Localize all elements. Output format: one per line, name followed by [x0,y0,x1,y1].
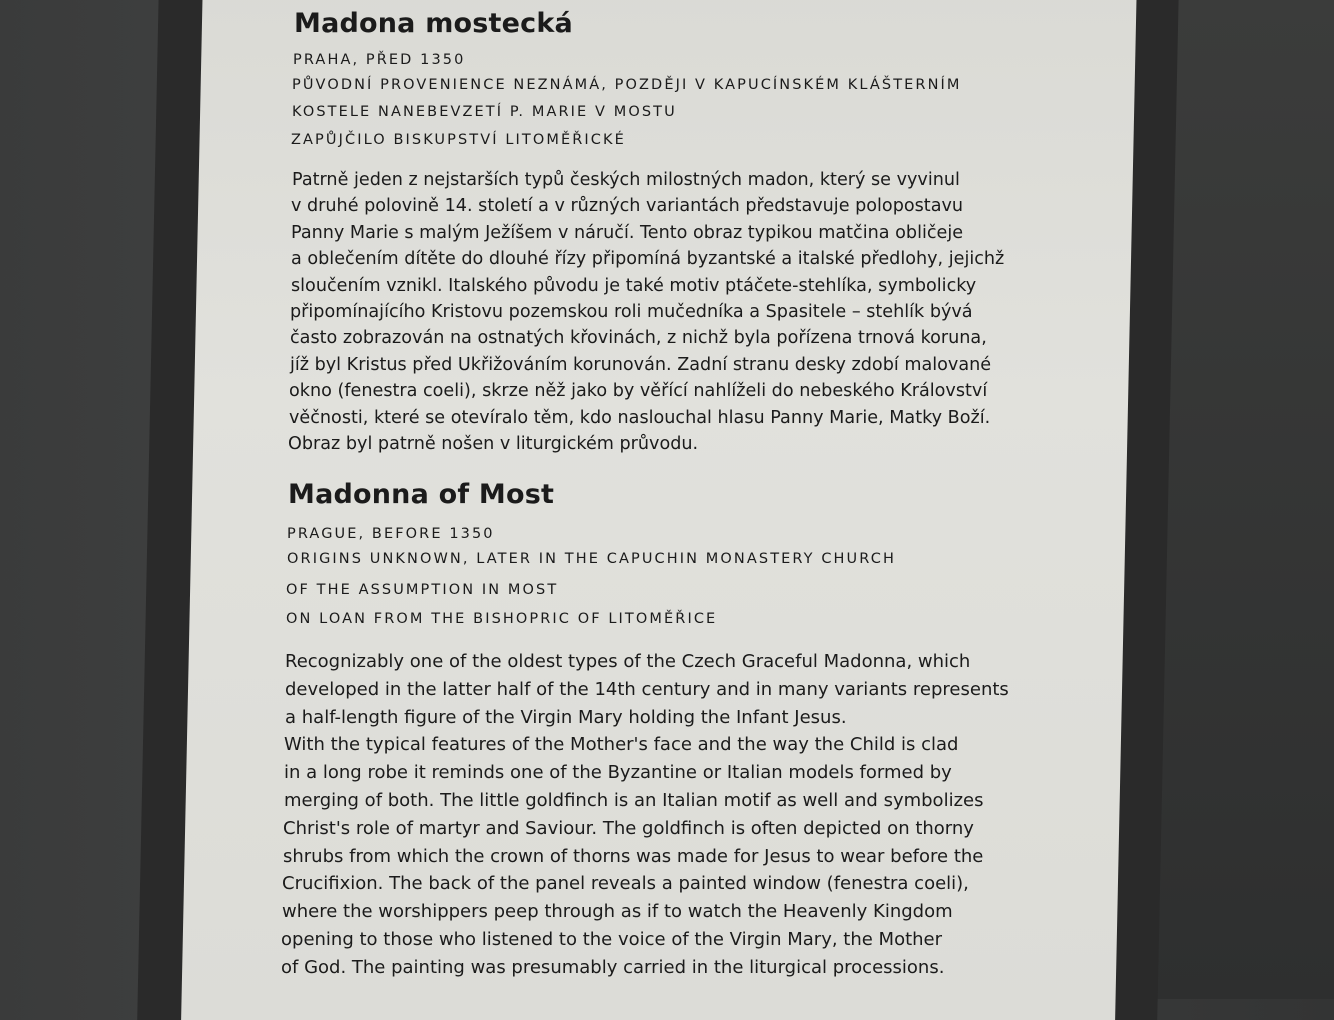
english-text-line: Crucifixion. The back of the panel reveals a painted window (fenestra coeli), [282,873,969,895]
czech-title: Madona mostecká [294,8,573,39]
czech-meta-line: PŮVODNÍ PROVENIENCE NEZNÁMÁ, POZDĚJI V KAPUCÍNSKÉM KLÁŠTERNÍM [292,77,962,93]
czech-meta-line: PRAHA, PŘED 1350 [293,52,466,68]
czech-text-line: jíž byl Kristus před Ukřižováním korunován. Zadní stranu desky zdobí malované [290,354,992,375]
english-text-line: merging of both. The little goldfinch is an Italian motif as well and symbolizes [284,789,984,811]
english-meta-line: PRAGUE, BEFORE 1350 [287,526,495,542]
czech-meta-line: KOSTELE NANEBEVZETÍ P. MARIE V MOSTU [292,104,677,120]
english-meta-line: OF THE ASSUMPTION IN MOST [286,582,559,598]
czech-text-line: Panny Marie s malým Ježíšem v náručí. Tento obraz typikou matčina obličeje [291,222,964,243]
english-description [281,648,1009,982]
english-meta-line: ON LOAN FROM THE BISHOPRIC OF LITOMĚŘICE [286,611,718,627]
czech-text-line: a oblečením dítěte do dlouhé řízy připomíná byzantské a italské předlohy, jejichž [291,249,1005,270]
czech-text-line: Patrně jeden z nejstarších typů českých milostných madon, který se vyvinul [292,170,960,190]
english-text-line: Recognizably one of the oldest types of the Czech Graceful Madonna, which [285,651,971,672]
czech-text-line: věčnosti, které se otevíralo těm, kdo naslouchal hlasu Panny Marie, Matky Boží. [289,407,991,428]
czech-text-line: okno (fenestra coeli), skrze něž jako by věřící nahlíželi do nebeského Království [289,381,988,402]
czech-text-line: Obraz byl patrně nošen v liturgickém průvodu. [288,434,699,455]
english-title: Madonna of Most [288,479,555,510]
english-text-line: developed in the latter half of the 14th century and in many variants represents [285,678,1009,700]
english-text-line: in a long robe it reminds one of the Byzantine or Italian models formed by [284,762,952,784]
czech-description [288,167,1005,457]
czech-meta-line: ZAPŮJČILO BISKUPSTVÍ LITOMĚŘICKÉ [291,132,626,148]
czech-text-line: sloučením vznikl. Italského původu je také motiv ptáčete-stehlíka, symbolicky [291,275,977,296]
czech-text-line: připomínajícího Kristovu pozemskou roli mučedníka a Spasitele – stehlík bývá [290,302,973,323]
english-text-line: a half-length figure of the Virgin Mary holding the Infant Jesus. [285,706,847,728]
english-text-line: With the typical features of the Mother's face and the way the Child is clad [284,734,959,756]
english-text-line: Christ's role of martyr and Saviour. The goldfinch is often depicted on thorny [283,817,974,839]
english-text-line: of God. The painting was presumably carried in the liturgical processions. [281,956,945,978]
english-text-line: opening to those who listened to the voice of the Virgin Mary, the Mother [281,928,943,950]
english-text-line: shrubs from which the crown of thorns was made for Jesus to wear before the [283,845,984,867]
english-meta-line: ORIGINS UNKNOWN, LATER IN THE CAPUCHIN MONASTERY CHURCH [287,551,896,567]
czech-text-line: často zobrazován na ostnatých křovinách, z nichž byla pořízena trnová koruna, [290,328,987,349]
czech-text-line: v druhé polovině 14. století a v různých variantách představuje polopostavu [291,196,964,217]
english-text-line: where the worshippers peep through as if to watch the Heavenly Kingdom [282,901,953,923]
